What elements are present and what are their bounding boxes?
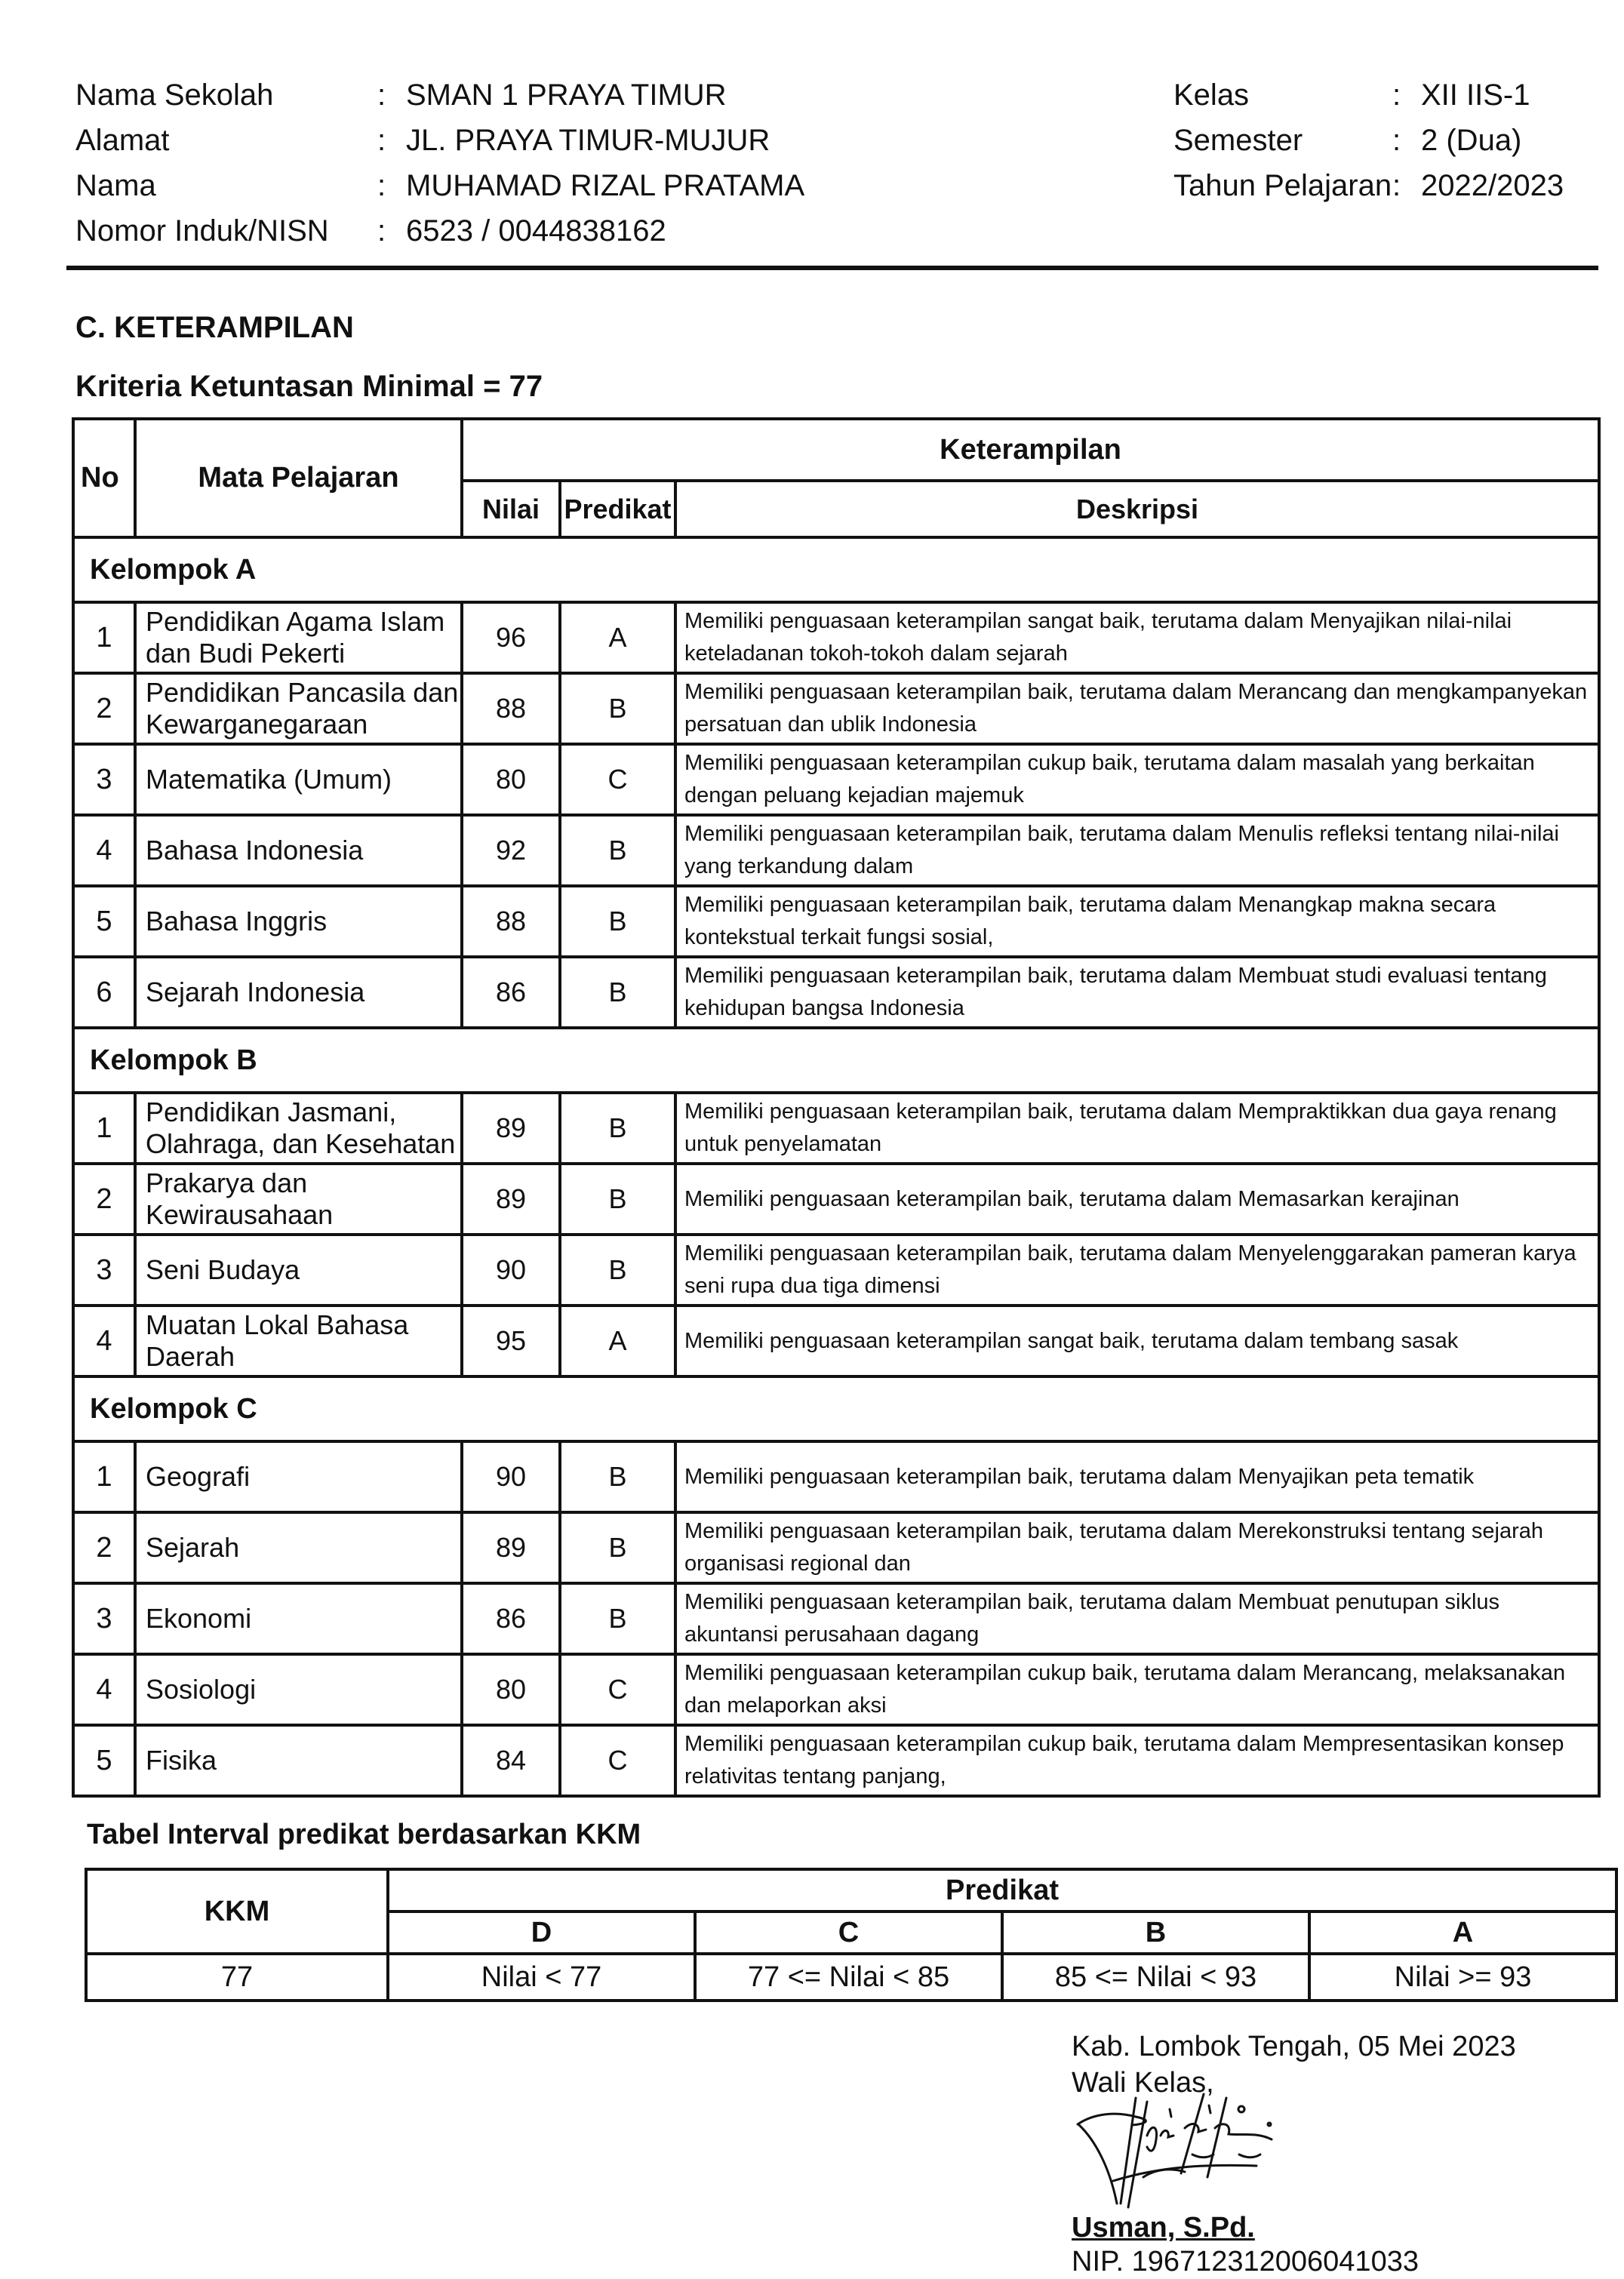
table-row [73, 886, 1599, 957]
identity-row-school [75, 72, 804, 118]
row-no: 2 [73, 1512, 135, 1583]
row-description: Memiliki penguasaan keterampilan cukup baik, terutama dalam masalah yang berkaitan dengan peluang kejadian majemuk [675, 744, 1599, 815]
row-predicate: C [560, 1725, 675, 1796]
row-score: 90 [462, 1441, 560, 1512]
grade-a: A [1309, 1911, 1616, 1954]
row-predicate: B [560, 1164, 675, 1235]
identity-value: JL. PRAYA TIMUR-MUJUR [406, 123, 770, 157]
row-subject: Sejarah Indonesia [135, 957, 462, 1028]
row-score: 90 [462, 1235, 560, 1306]
row-subject: Pendidikan Agama Islam dan Budi Pekerti [135, 602, 462, 673]
header-predicate: Predikat [560, 481, 675, 537]
row-description: Memiliki penguasaan keterampilan baik, terutama dalam Membuat studi evaluasi tentang kehidupan bangsa Indonesia [675, 957, 1599, 1028]
group-row [73, 537, 1599, 602]
identity-row-class [1173, 72, 1564, 118]
row-predicate: C [560, 1654, 675, 1725]
identity-label: Kelas [1173, 78, 1250, 112]
table-row [73, 1654, 1599, 1725]
group-label: Kelompok C [73, 1376, 1599, 1441]
identity-row-semester [1173, 118, 1564, 163]
table-row [73, 1235, 1599, 1306]
row-subject: Bahasa Indonesia [135, 815, 462, 886]
row-predicate: B [560, 1512, 675, 1583]
table-row [73, 815, 1599, 886]
row-subject: Geografi [135, 1441, 462, 1512]
identity-value: SMAN 1 PRAYA TIMUR [406, 78, 727, 112]
row-score: 86 [462, 957, 560, 1028]
group-label: Kelompok B [73, 1028, 1599, 1093]
row-predicate: C [560, 744, 675, 815]
header-skills: Keterampilan [462, 419, 1599, 481]
row-predicate: A [560, 602, 675, 673]
row-score: 86 [462, 1583, 560, 1654]
section-title: C. KETERAMPILAN [75, 311, 354, 344]
row-subject: Fisika [135, 1725, 462, 1796]
identity-label: Alamat [75, 123, 170, 157]
identity-label: Nomor Induk/NISN [75, 214, 329, 248]
predicate-interval-table [85, 1868, 1618, 2002]
identity-label: Nama Sekolah [75, 78, 274, 112]
table-row [73, 673, 1599, 744]
row-subject: Pendidikan Pancasila dan Kewarganegaraan [135, 673, 462, 744]
row-subject: Sejarah [135, 1512, 462, 1583]
group-row [73, 1376, 1599, 1441]
row-score: 80 [462, 744, 560, 815]
header-predicate: Predikat [388, 1869, 1616, 1911]
row-score: 88 [462, 886, 560, 957]
row-predicate: B [560, 815, 675, 886]
range-b: 85 <= Nilai < 93 [1002, 1954, 1309, 2001]
identity-value: 2022/2023 [1421, 168, 1564, 202]
teacher-nip: NIP. 196712312006041033 [1072, 2246, 1419, 2277]
handwritten-signature-icon [1072, 2083, 1298, 2211]
identity-colon: : [377, 168, 386, 202]
row-no: 5 [73, 1725, 135, 1796]
row-no: 2 [73, 1164, 135, 1235]
identity-label: Semester [1173, 123, 1303, 157]
interval-value-row [86, 1954, 1616, 2001]
table-row [73, 1093, 1599, 1164]
group-row [73, 1028, 1599, 1093]
row-description: Memiliki penguasaan keterampilan baik, terutama dalam Merekonstruksi tentang sejarah organisasi regional dan [675, 1512, 1599, 1583]
student-identity-left [75, 72, 804, 254]
grade-b: B [1002, 1911, 1309, 1954]
row-description: Memiliki penguasaan keterampilan sangat baik, terutama dalam tembang sasak [675, 1306, 1599, 1376]
row-subject: Matematika (Umum) [135, 744, 462, 815]
identity-colon: : [377, 78, 386, 112]
row-predicate: B [560, 1235, 675, 1306]
row-no: 4 [73, 1654, 135, 1725]
row-subject: Seni Budaya [135, 1235, 462, 1306]
range-a: Nilai >= 93 [1309, 1954, 1616, 2001]
signature-block [1072, 2030, 1516, 2277]
row-description: Memiliki penguasaan keterampilan baik, terutama dalam Membuat penutupan siklus akuntansi perusahaan dagang [675, 1583, 1599, 1654]
row-description: Memiliki penguasaan keterampilan sangat baik, terutama dalam Menyajikan nilai-nilai keteladanan tokoh-tokoh dalam sejarah [675, 602, 1599, 673]
row-predicate: B [560, 1583, 675, 1654]
row-no: 5 [73, 886, 135, 957]
range-c: 77 <= Nilai < 85 [695, 1954, 1002, 2001]
row-predicate: B [560, 886, 675, 957]
row-no: 4 [73, 1306, 135, 1376]
row-subject: Ekonomi [135, 1583, 462, 1654]
grade-d: D [388, 1911, 695, 1954]
identity-value: 6523 / 0044838162 [406, 214, 666, 248]
row-subject: Prakarya dan Kewirausahaan [135, 1164, 462, 1235]
identity-colon: : [377, 214, 386, 248]
teacher-name: Usman, S.Pd. [1072, 2212, 1255, 2244]
place-date: Kab. Lombok Tengah, 05 Mei 2023 [1072, 2031, 1516, 2062]
identity-colon: : [377, 123, 386, 157]
table-row [73, 602, 1599, 673]
row-description: Memiliki penguasaan keterampilan baik, terutama dalam Menangkap makna secara kontekstual terkait fungsi sosial, [675, 886, 1599, 957]
group-label: Kelompok A [73, 537, 1599, 602]
identity-row-year [1173, 163, 1564, 208]
table-row [73, 1164, 1599, 1235]
table-row [73, 1512, 1599, 1583]
identity-label: Tahun Pelajaran [1173, 168, 1392, 202]
row-no: 2 [73, 673, 135, 744]
row-subject: Pendidikan Jasmani, Olahraga, dan Kesehatan [135, 1093, 462, 1164]
row-score: 96 [462, 602, 560, 673]
table-row [73, 957, 1599, 1028]
row-no: 1 [73, 1441, 135, 1512]
row-no: 1 [73, 602, 135, 673]
row-predicate: B [560, 957, 675, 1028]
interval-header-row [86, 1869, 1616, 1911]
identity-row-address [75, 118, 804, 163]
header-no: No [73, 419, 135, 537]
row-score: 89 [462, 1512, 560, 1583]
row-description: Memiliki penguasaan keterampilan cukup baik, terutama dalam Merancang, melaksanakan dan melaporkan aksi [675, 1654, 1599, 1725]
row-score: 95 [462, 1306, 560, 1376]
grade-c: C [695, 1911, 1002, 1954]
table-row [73, 1583, 1599, 1654]
row-description: Memiliki penguasaan keterampilan baik, terutama dalam Mempraktikkan dua gaya renang untuk penyelamatan [675, 1093, 1599, 1164]
table-row [73, 1725, 1599, 1796]
row-subject: Bahasa Inggris [135, 886, 462, 957]
row-no: 1 [73, 1093, 135, 1164]
row-score: 89 [462, 1164, 560, 1235]
identity-value: 2 (Dua) [1421, 123, 1522, 157]
identity-label: Nama [75, 168, 156, 202]
row-score: 88 [462, 673, 560, 744]
header-kkm: KKM [86, 1869, 388, 1954]
row-no: 3 [73, 744, 135, 815]
row-score: 84 [462, 1725, 560, 1796]
identity-row-name [75, 163, 804, 208]
row-description: Memiliki penguasaan keterampilan baik, terutama dalam Menulis refleksi tentang nilai-nilai yang terkandung dalam [675, 815, 1599, 886]
identity-value: XII IIS-1 [1421, 78, 1530, 112]
identity-colon: : [1392, 123, 1401, 157]
row-no: 6 [73, 957, 135, 1028]
kkm-value: 77 [86, 1954, 388, 2001]
table-header-row [73, 419, 1599, 481]
identity-colon: : [1392, 78, 1401, 112]
skills-grades-table [72, 417, 1601, 1798]
identity-value: MUHAMAD RIZAL PRATAMA [406, 168, 805, 202]
table-row [73, 1441, 1599, 1512]
table-row [73, 744, 1599, 815]
identity-colon: : [1392, 168, 1401, 202]
row-predicate: B [560, 673, 675, 744]
interval-table-title: Tabel Interval predikat berdasarkan KKM [87, 1819, 641, 1850]
identity-row-nisn [75, 208, 804, 254]
range-d: Nilai < 77 [388, 1954, 695, 2001]
row-no: 4 [73, 815, 135, 886]
header-description: Deskripsi [675, 481, 1599, 537]
row-score: 89 [462, 1093, 560, 1164]
row-description: Memiliki penguasaan keterampilan baik, terutama dalam Menyelenggarakan pameran karya seni rupa dua tiga dimensi [675, 1235, 1599, 1306]
student-identity-right [1173, 72, 1564, 208]
row-description: Memiliki penguasaan keterampilan cukup baik, terutama dalam Mempresentasikan konsep relativitas tentang panjang, [675, 1725, 1599, 1796]
row-no: 3 [73, 1235, 135, 1306]
signer-role: Wali Kelas, [1072, 2067, 1214, 2099]
row-score: 92 [462, 815, 560, 886]
header-score: Nilai [462, 481, 560, 537]
row-subject: Muatan Lokal Bahasa Daerah [135, 1306, 462, 1376]
row-subject: Sosiologi [135, 1654, 462, 1725]
header-divider [66, 266, 1598, 270]
kkm-criteria: Kriteria Ketuntasan Minimal = 77 [75, 370, 543, 403]
row-score: 80 [462, 1654, 560, 1725]
row-no: 3 [73, 1583, 135, 1654]
row-predicate: A [560, 1306, 675, 1376]
row-predicate: B [560, 1093, 675, 1164]
table-row [73, 1306, 1599, 1376]
row-description: Memiliki penguasaan keterampilan baik, terutama dalam Menyajikan peta tematik [675, 1441, 1599, 1512]
header-subject: Mata Pelajaran [135, 419, 462, 537]
row-predicate: B [560, 1441, 675, 1512]
row-description: Memiliki penguasaan keterampilan baik, terutama dalam Memasarkan kerajinan [675, 1164, 1599, 1235]
row-description: Memiliki penguasaan keterampilan baik, terutama dalam Merancang dan mengkampanyekan persatuan dan ublik Indonesia [675, 673, 1599, 744]
